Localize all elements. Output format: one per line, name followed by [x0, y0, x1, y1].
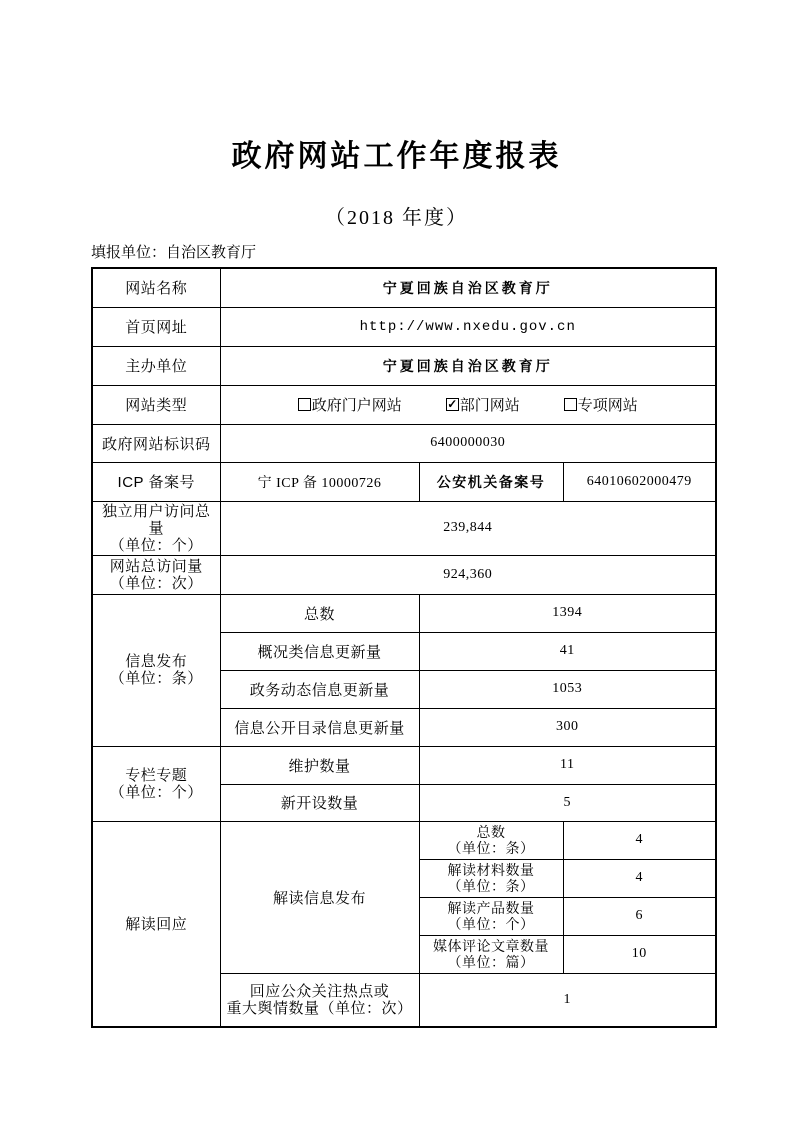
table-row — [92, 424, 716, 462]
icp-value: 宁 ICP 备 10000726 — [220, 462, 419, 501]
gov-news-update-value: 1053 — [419, 670, 716, 708]
table-row — [92, 501, 716, 555]
table-row — [92, 462, 716, 501]
table-row — [92, 746, 716, 784]
media-comment-label-line2: （单位：篇） — [447, 954, 535, 970]
interpretation-product-value: 6 — [563, 897, 716, 935]
open-directory-update-label: 信息公开目录信息更新量 — [220, 708, 419, 746]
maintained-count-label: 维护数量 — [220, 746, 419, 784]
unique-visitors-label — [92, 501, 220, 555]
site-type-label: 网站类型 — [92, 385, 220, 424]
site-type-option-special — [564, 394, 638, 415]
interpretation-product-label-line2: （单位：个） — [447, 916, 535, 932]
site-type-option-department — [446, 394, 520, 415]
info-publish-total-label: 总数 — [220, 594, 419, 632]
special-columns-label-line2: （单位：个） — [109, 783, 203, 801]
site-type-options-cell — [220, 385, 716, 424]
maintained-count-value: 11 — [419, 746, 716, 784]
icp-label: ICP 备案号 — [92, 462, 220, 501]
site-name-value: 宁夏回族自治区教育厅 — [220, 268, 716, 307]
checkbox-checked-icon: ✓ — [447, 397, 458, 411]
host-unit-label: 主办单位 — [92, 346, 220, 385]
overview-update-value: 41 — [419, 632, 716, 670]
page-subtitle: （2018 年度） — [325, 207, 468, 229]
table-row — [92, 555, 716, 594]
unique-visitors-value: 239,844 — [220, 501, 716, 555]
info-publish-total-value: 1394 — [419, 594, 716, 632]
table-row — [92, 268, 716, 307]
interpretation-material-value: 4 — [563, 859, 716, 897]
annual-report-table — [91, 267, 717, 1028]
interpretation-product-label — [419, 897, 563, 935]
site-name-label: 网站名称 — [92, 268, 220, 307]
public-response-label — [220, 973, 419, 1027]
newly-opened-count-value: 5 — [419, 784, 716, 821]
table-row — [92, 346, 716, 385]
gov-news-update-label: 政务动态信息更新量 — [220, 670, 419, 708]
table-row — [92, 821, 716, 859]
interpretation-total-value: 4 — [563, 821, 716, 859]
unique-visitors-label-line1: 独立用户访问总量 — [101, 502, 211, 537]
interpretation-total-label-line1: 总数 — [476, 824, 506, 840]
public-response-label-line2: 重大舆情数量（单位：次） — [226, 999, 413, 1017]
media-comment-label-line1: 媒体评论文章数量 — [433, 938, 549, 954]
checkbox-unchecked-icon — [298, 398, 311, 411]
info-publish-section-label — [92, 594, 220, 746]
special-columns-label-line1: 专栏专题 — [125, 766, 188, 784]
home-url-label: 首页网址 — [92, 307, 220, 346]
special-columns-section-label — [92, 746, 220, 821]
public-response-value: 1 — [419, 973, 716, 1027]
interpretation-total-label — [419, 821, 563, 859]
interpretation-publish-label: 解读信息发布 — [220, 821, 419, 973]
site-type-option-label: 部门网站 — [459, 397, 520, 414]
site-identifier-label: 政府网站标识码 — [92, 424, 220, 462]
total-visits-value: 924,360 — [220, 555, 716, 594]
media-comment-value: 10 — [563, 935, 716, 973]
host-unit-value: 宁夏回族自治区教育厅 — [220, 346, 716, 385]
interpretation-product-label-line1: 解读产品数量 — [447, 900, 535, 916]
unique-visitors-label-line2: （单位：个） — [109, 536, 203, 554]
site-type-option-portal — [298, 394, 402, 415]
open-directory-update-value: 300 — [419, 708, 716, 746]
total-visits-label-line1: 网站总访问量 — [109, 557, 203, 575]
overview-update-label: 概况类信息更新量 — [220, 632, 419, 670]
site-type-option-label: 专项网站 — [577, 397, 638, 414]
public-response-label-line1: 回应公众关注热点或 — [249, 982, 390, 1000]
total-visits-label — [92, 555, 220, 594]
site-identifier-value: 6400000030 — [220, 424, 716, 462]
page-title: 政府网站工作年度报表 — [231, 140, 562, 173]
interpretation-total-label-line2: （单位：条） — [447, 840, 535, 856]
table-row — [92, 594, 716, 632]
info-publish-label-line1: 信息发布 — [125, 653, 188, 670]
total-visits-label-line2: （单位：次） — [109, 574, 203, 592]
interpretation-material-label-line2: （单位：条） — [447, 878, 535, 894]
interpretation-section-label: 解读回应 — [92, 821, 220, 1027]
home-url-value: http://www.nxedu.gov.cn — [220, 307, 716, 346]
interpretation-material-label — [419, 859, 563, 897]
police-record-label: 公安机关备案号 — [419, 462, 563, 501]
table-row — [92, 307, 716, 346]
table-row — [92, 385, 716, 424]
interpretation-material-label-line1: 解读材料数量 — [447, 862, 535, 878]
media-comment-label — [419, 935, 563, 973]
checkbox-unchecked-icon — [564, 398, 577, 411]
police-record-value: 64010602000479 — [563, 462, 716, 501]
reporting-unit-label: 填报单位：自治区教育厅 — [91, 244, 257, 261]
site-type-option-label: 政府门户网站 — [311, 397, 402, 414]
newly-opened-count-label: 新开设数量 — [220, 784, 419, 821]
info-publish-label-line2: （单位：条） — [109, 670, 203, 687]
